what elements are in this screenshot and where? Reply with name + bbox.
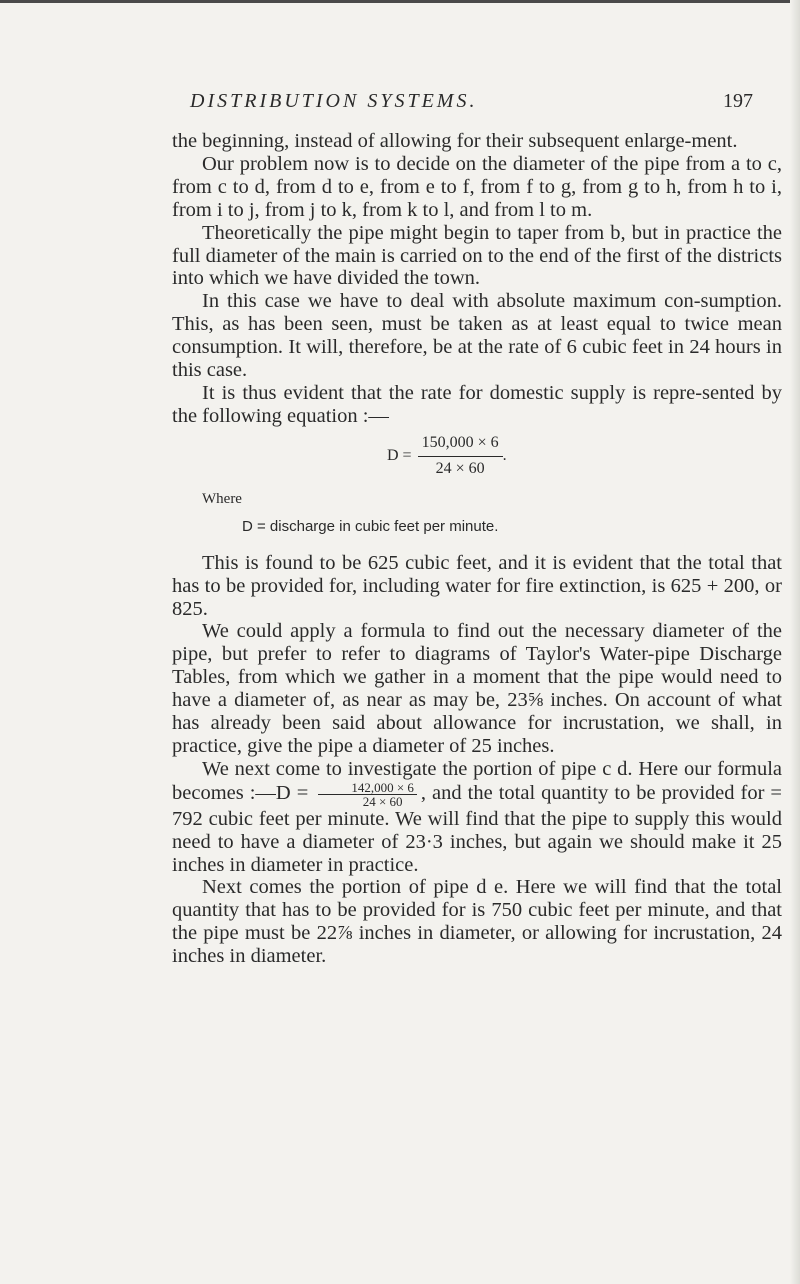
fraction-numerator: 150,000 × 6 xyxy=(418,432,503,457)
paragraph: This is found to be 625 cubic feet, and it is evident that the total that has to be provided for, including water for fire extinction, is 625 + 200, or 825. xyxy=(172,551,782,620)
variable-definition: D = discharge in cubic feet per minute. xyxy=(242,517,499,535)
paragraph: In this case we have to deal with absolute maximum con-sumption. This, as has been seen, must be taken as at least equal to twice mean consumption. It will, therefore, be at the rate of 6 cubic feet in 24 hours in this case. xyxy=(172,290,782,382)
paragraph: It is thus evident that the rate for domestic supply is repre-sented by the following equation :— xyxy=(172,381,782,427)
page-body xyxy=(172,130,782,968)
fraction-denominator: 24 × 60 xyxy=(435,459,485,477)
page-header xyxy=(0,90,800,120)
paragraph-with-formula xyxy=(172,758,782,877)
text-run: , and the total quantity to be provided for = 792 cubic feet per minute. We will find that the pipe to supply this would need to have a diameter of 23·3 inches, but again we should make it 25 inches in diameter in practice. xyxy=(172,781,782,876)
page-edge-shadow xyxy=(790,0,800,1284)
inline-fraction xyxy=(318,781,417,808)
equation-end: . xyxy=(502,446,507,464)
fraction xyxy=(418,432,503,481)
text-run: We next come to investigate the portion of pipe c d. Here our formula becomes :—D = xyxy=(172,757,782,804)
fraction-denominator: 24 × 60 xyxy=(362,793,403,809)
paragraph: the beginning, instead of allowing for their subsequent enlarge-ment. xyxy=(172,130,738,152)
equation-block xyxy=(172,428,782,508)
fraction-numerator: 142,000 × 6 xyxy=(318,781,417,795)
equation xyxy=(387,432,507,481)
running-head: DISTRIBUTION SYSTEMS. xyxy=(190,90,478,112)
equation-lhs: D = xyxy=(387,446,412,464)
page-number: 197 xyxy=(723,90,753,112)
paragraph: Our problem now is to decide on the diameter of the pipe from a to c, from c to d, from d to e, from e to f, from f to g, from g to h, from h to i, from i to j, from j to k, from k to l, and from l to m. xyxy=(172,152,782,221)
where-label: Where xyxy=(202,490,242,507)
paragraph: Next comes the portion of pipe d e. Here we will find that the total quantity that has to be provided for is 750 cubic feet per minute, and that the pipe must be 22⅞ inches in diameter, or allowing for incrustation, 24 inches in diameter. xyxy=(172,876,782,968)
paragraph: We could apply a formula to find out the necessary diameter of the pipe, but prefer to refer to diagrams of Taylor's Water-pipe Discharge Tables, from which we gather in a moment that the pipe would need to have a diameter of, as near as may be, 23⅝ inches. On account of what has already been said about allowance for incrustation, we shall, in practice, give the pipe a diameter of 25 inches. xyxy=(172,620,782,757)
top-border-rule xyxy=(0,0,800,3)
paragraph: Theoretically the pipe might begin to taper from b, but in practice the full diameter of the main is carried on to the end of the first of the districts into which we have divided the town. xyxy=(172,221,782,290)
